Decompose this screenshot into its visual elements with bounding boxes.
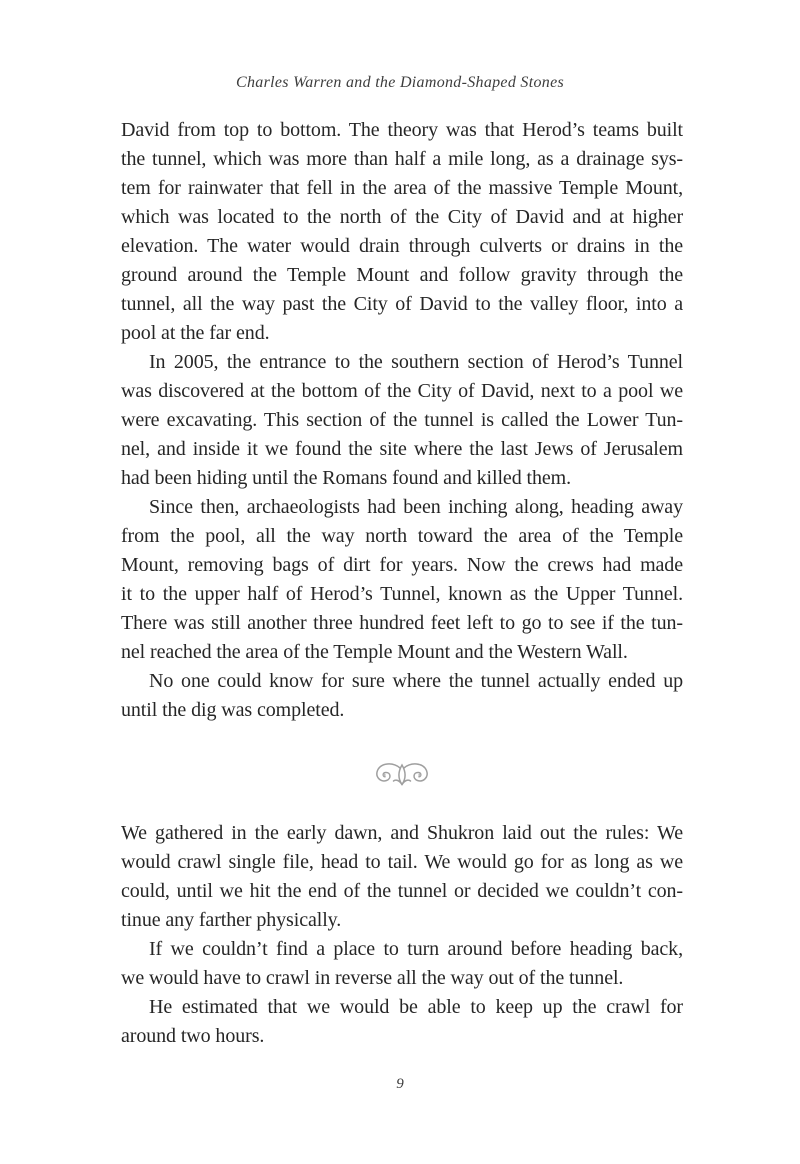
text-line: nel reached the area of the Temple Mount and the Western Wall. xyxy=(121,641,628,663)
scroll-flourish-icon xyxy=(373,760,431,788)
paragraph xyxy=(121,493,683,667)
text-line: Since then, archaeologists had been inching along, heading away xyxy=(149,496,683,518)
text-line: were excavating. This section of the tunnel is called the Lower Tun- xyxy=(121,409,683,431)
paragraph xyxy=(121,348,683,493)
text-line: it to the upper half of Herod’s Tunnel, known as the Upper Tunnel. xyxy=(121,583,683,605)
text-line: He estimated that we would be able to keep up the crawl for xyxy=(149,996,683,1018)
text-line: could, until we hit the end of the tunnel or decided we couldn’t con- xyxy=(121,880,683,902)
text-line: We gathered in the early dawn, and Shukron laid out the rules: We xyxy=(121,822,683,844)
text-line: the tunnel, which was more than half a mile long, as a drainage sys- xyxy=(121,148,683,170)
text-line: we would have to crawl in reverse all the way out of the tunnel. xyxy=(121,967,624,989)
text-line: In 2005, the entrance to the southern section of Herod’s Tunnel xyxy=(149,351,683,373)
text-line: was discovered at the bottom of the City of David, next to a pool we xyxy=(121,380,683,402)
running-header: Charles Warren and the Diamond-Shaped Stones xyxy=(236,74,564,91)
text-line: David from top to bottom. The theory was that Herod’s teams built xyxy=(121,119,683,141)
section-2 xyxy=(121,819,683,1051)
text-line: until the dig was completed. xyxy=(121,699,345,721)
text-line: tunnel, all the way past the City of David to the valley floor, into a xyxy=(121,293,683,315)
text-line: There was still another three hundred feet left to go to see if the tun- xyxy=(121,612,683,634)
text-line: around two hours. xyxy=(121,1025,265,1047)
paragraph xyxy=(121,116,683,348)
paragraph xyxy=(121,993,683,1051)
paragraph xyxy=(121,667,683,725)
text-line: would crawl single file, head to tail. We would go for as long as we xyxy=(121,851,683,873)
page-body xyxy=(121,116,683,1051)
text-line: If we couldn’t find a place to turn around before heading back, xyxy=(149,938,683,960)
page-number: 9 xyxy=(396,1076,404,1092)
text-line: tem for rainwater that fell in the area of the massive Temple Mount, xyxy=(121,177,683,199)
text-line: No one could know for sure where the tunnel actually ended up xyxy=(149,670,683,692)
text-line: had been hiding until the Romans found and killed them. xyxy=(121,467,571,489)
text-line: nel, and inside it we found the site where the last Jews of Jerusalem xyxy=(121,438,683,460)
paragraph xyxy=(121,819,683,935)
paragraph xyxy=(121,935,683,993)
text-line: pool at the far end. xyxy=(121,322,270,344)
text-line: elevation. The water would drain through culverts or drains in the xyxy=(121,235,683,257)
section-1 xyxy=(121,116,683,725)
text-line: which was located to the north of the City of David and at higher xyxy=(121,206,683,228)
text-line: from the pool, all the way north toward the area of the Temple xyxy=(121,525,683,547)
section-break xyxy=(121,759,683,789)
text-line: ground around the Temple Mount and follow gravity through the xyxy=(121,264,683,286)
text-line: tinue any farther physically. xyxy=(121,909,342,931)
text-line: Mount, removing bags of dirt for years. Now the crews had made xyxy=(121,554,683,576)
